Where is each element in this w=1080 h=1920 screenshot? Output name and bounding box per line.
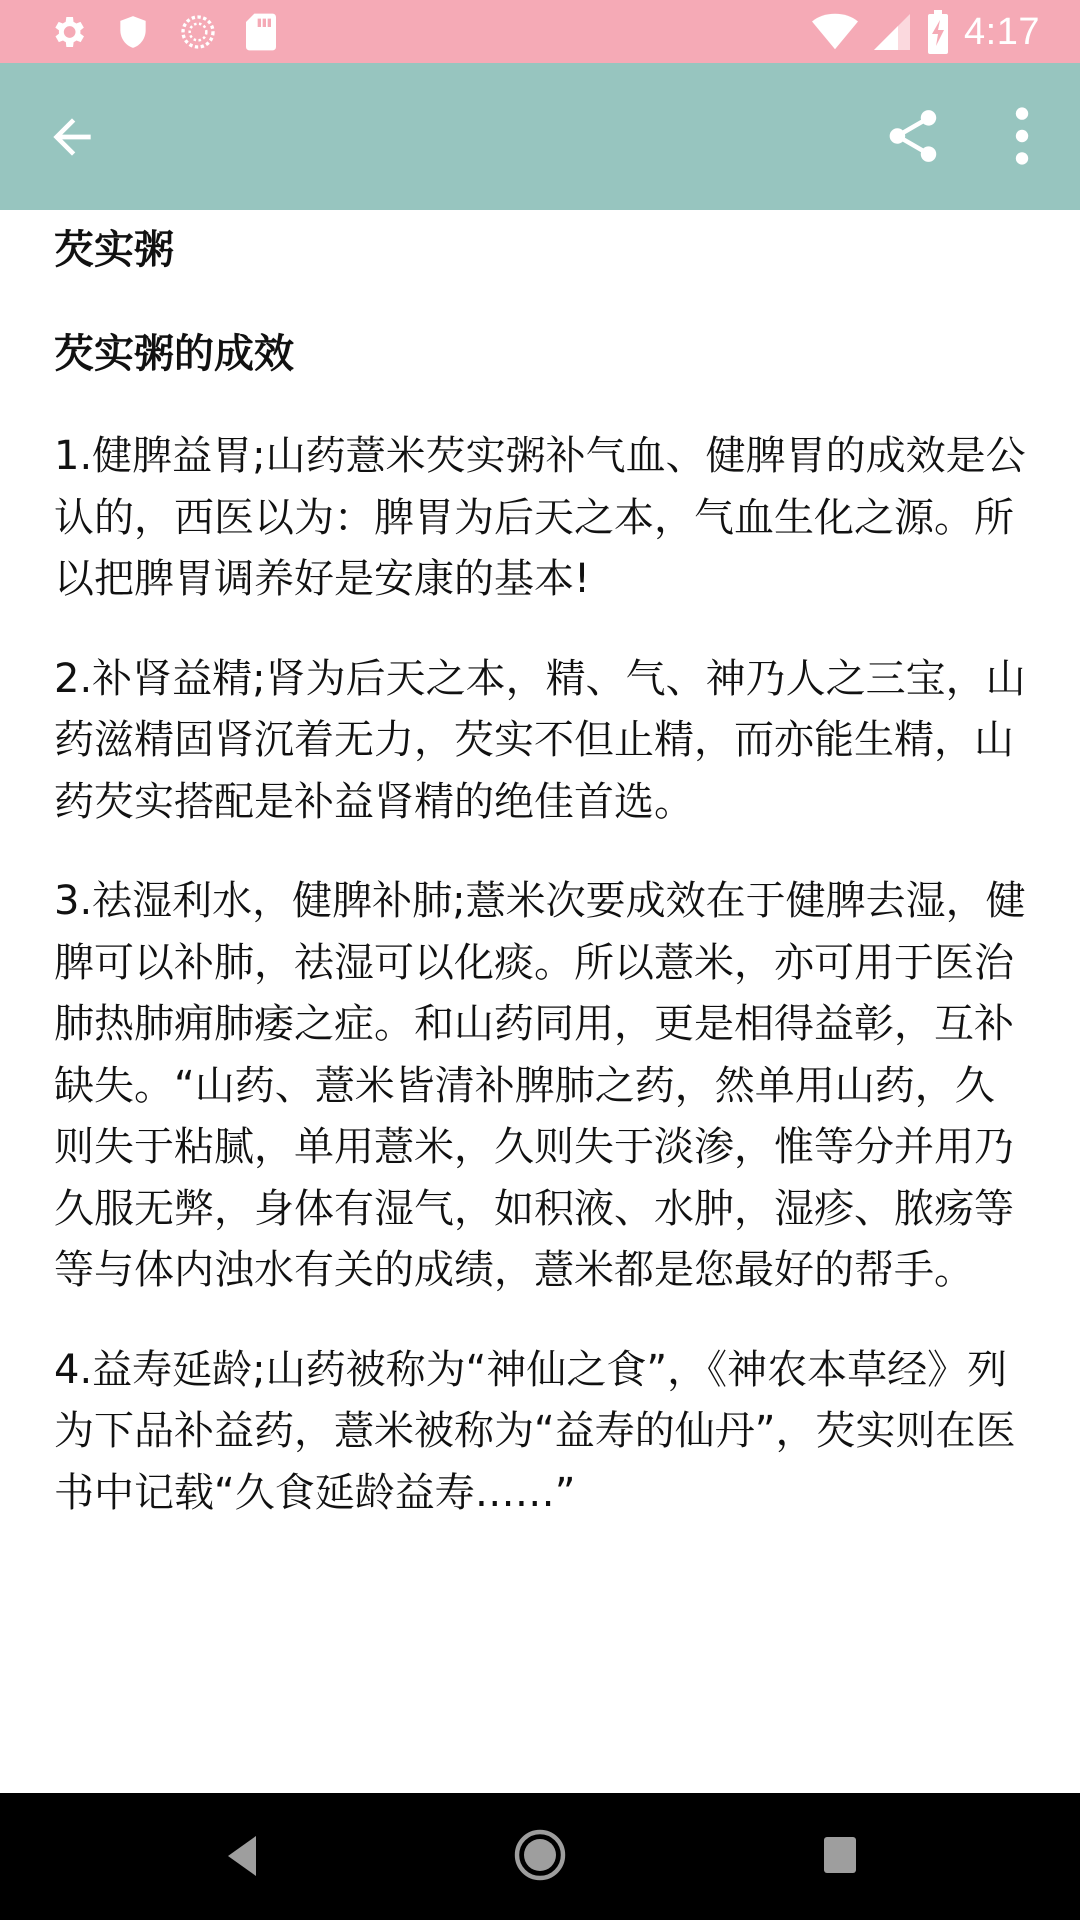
article-paragraph: 3.祛湿利水，健脾补肺;薏米次要成效在于健脾去湿，健脾可以补肺，祛湿可以化痰。所以薏米，亦可用于医治肺热肺痈肺痿之症。和山药同用，更是相得益彰，互补缺失。“山药、薏米皆清补脾肺之药，然单用山药，久则失于粘腻，单用薏米，久则失于淡渗，惟等分并用乃久服无弊，身体有湿气，如积液、水肿，湿疹、脓疡等等与体内浊水有关的成绩，薏米都是您最好的帮手。 <box>54 878 1026 1293</box>
signal-icon <box>872 12 912 52</box>
nav-back-icon[interactable] <box>224 1831 260 1881</box>
app-bar <box>0 63 1080 210</box>
more-vert-icon[interactable] <box>1004 105 1040 167</box>
article-paragraph: 1.健脾益胃;山药薏米芡实粥补气血、健脾胃的成效是公认的，西医以为：脾胃为后天之本，气血生化之源。所以把脾胃调养好是安康的基本! <box>54 433 1026 602</box>
article-title: 芡实粥 <box>54 227 174 273</box>
settings-icon <box>48 12 88 52</box>
wifi-icon <box>812 12 858 52</box>
navigation-bar <box>0 1793 1080 1920</box>
status-time: 4:17 <box>964 10 1040 53</box>
article-content <box>54 210 1034 1790</box>
article-subtitle: 芡实粥的成效 <box>54 331 294 377</box>
battery-charging-icon <box>926 10 950 54</box>
shield-icon <box>114 12 152 52</box>
status-bar <box>0 0 1080 63</box>
sync-icon <box>178 12 218 52</box>
nav-home-icon[interactable] <box>514 1829 566 1881</box>
status-notification-icons <box>48 12 278 52</box>
status-system-icons <box>812 8 1040 56</box>
article-paragraph: 2.补肾益精;肾为后天之本，精、气、神乃人之三宝，山药滋精固肾沉着无力，芡实不但止精，而亦能生精，山药芡实搭配是补益肾精的绝佳首选。 <box>54 655 1026 825</box>
sd-card-icon <box>244 12 278 52</box>
back-arrow-icon[interactable] <box>44 109 100 165</box>
share-icon[interactable] <box>882 105 944 167</box>
article-paragraph: 4.益寿延龄;山药被称为“神仙之食”，《神农本草经》列为下品补益药，薏米被称为“益寿的仙丹”，芡实则在医书中记载“久食延龄益寿……” <box>54 1346 1016 1516</box>
nav-recent-icon[interactable] <box>822 1835 858 1875</box>
